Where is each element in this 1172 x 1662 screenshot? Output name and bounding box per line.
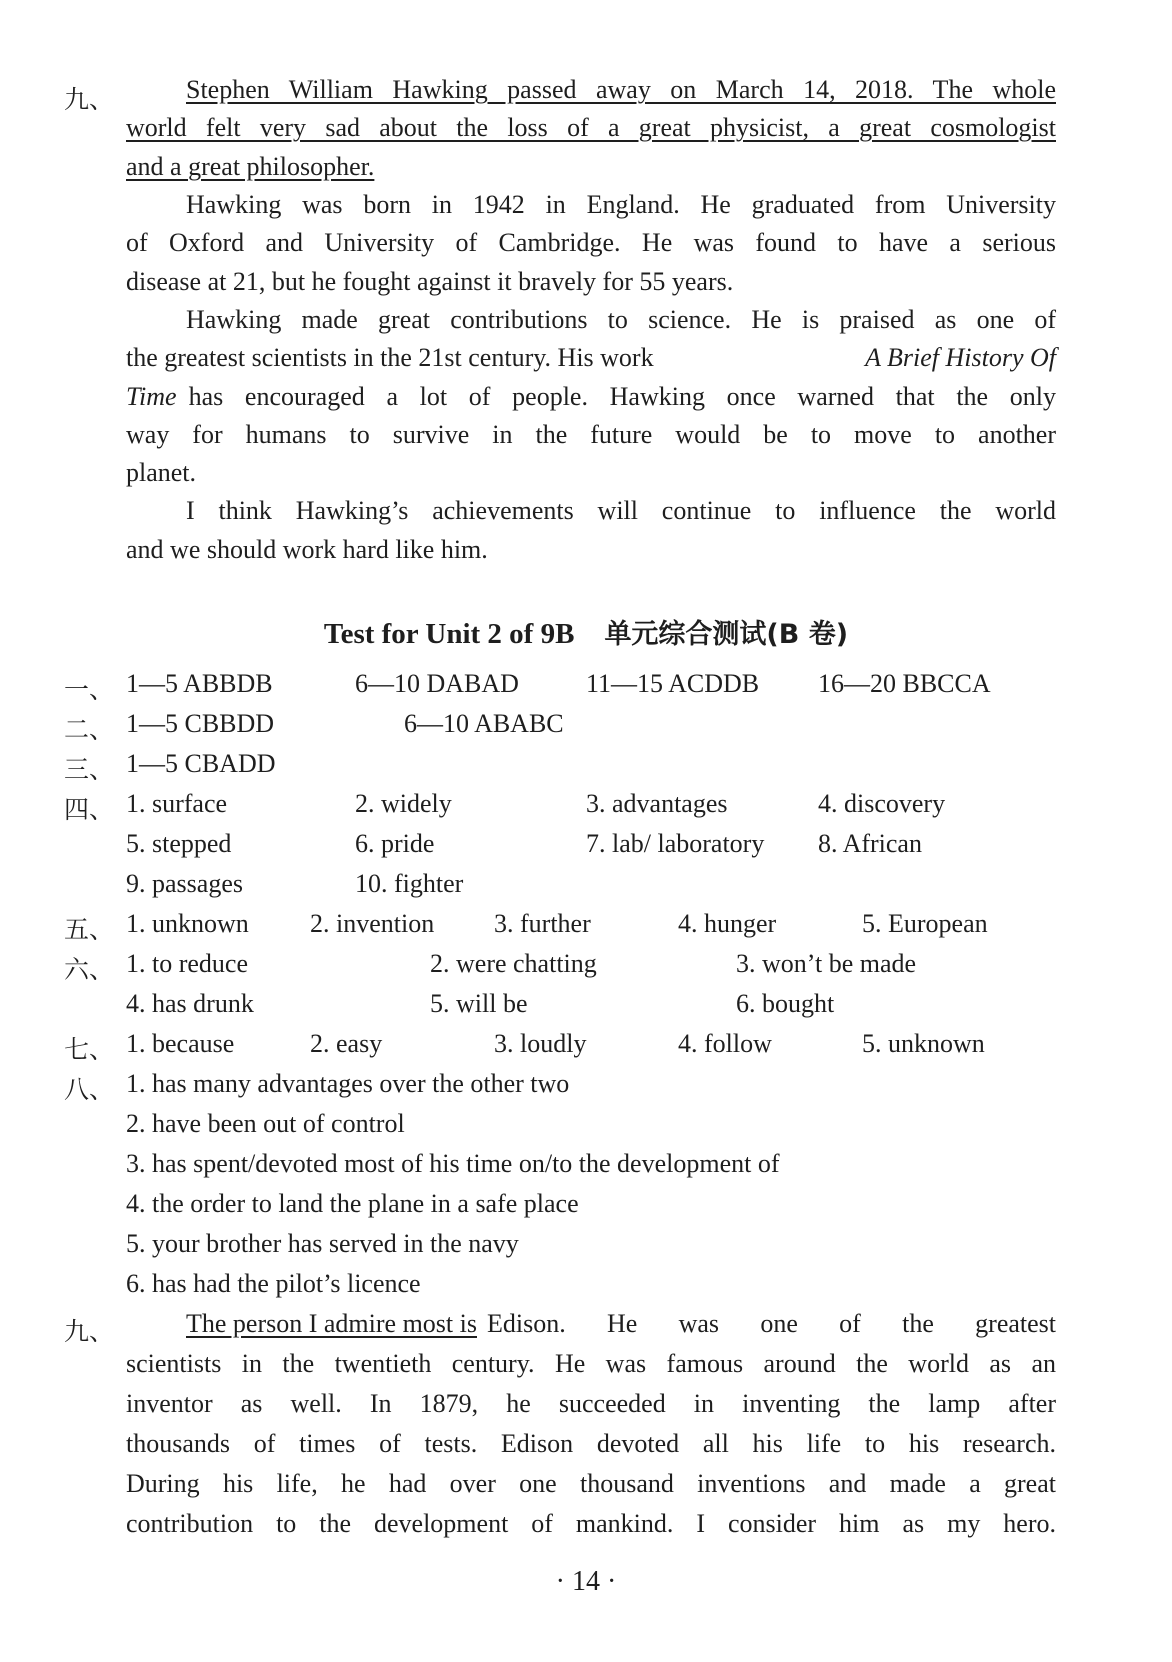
s6-item-6: 6. bought xyxy=(736,989,835,1018)
s3-item-1: 1—5 CBADD xyxy=(126,749,276,778)
essay1-line-13: and we should work hard like him. xyxy=(126,535,488,564)
section-5-marker: 五、 xyxy=(64,915,115,944)
section-2-marker: 二、 xyxy=(64,715,115,744)
book-title-part2: Time xyxy=(126,382,177,411)
essay1-line-3: and a great philosopher. xyxy=(126,152,375,181)
s8-item-3: 3. has spent/devoted most of his time on/to the development of xyxy=(126,1149,780,1178)
essay2-line-6: contribution to the development of mankind. I consider him as my hero. xyxy=(126,1509,1056,1538)
essay2-line-4: thousands of times of tests. Edison devoted all his life to his research. xyxy=(126,1429,1056,1458)
essay1-line-11: planet. xyxy=(126,458,197,487)
s4-item-5: 5. stepped xyxy=(126,829,232,858)
s6-item-3: 3. won’t be made xyxy=(736,949,917,978)
s8-item-5: 5. your brother has served in the navy xyxy=(126,1229,519,1258)
s6-item-4: 4. has drunk xyxy=(126,989,254,1018)
s2-item-1: 1—5 CBBDD xyxy=(126,709,275,738)
s4-item-10: 10. fighter xyxy=(355,869,464,898)
s6-item-1: 1. to reduce xyxy=(126,949,249,978)
s4-item-1: 1. surface xyxy=(126,789,228,818)
section-4-marker: 四、 xyxy=(64,795,115,824)
s8-item-2: 2. have been out of control xyxy=(126,1109,405,1138)
s4-item-2: 2. widely xyxy=(355,789,452,818)
essay2-line-1-underlined: The person I admire most is xyxy=(186,1309,477,1338)
s5-item-4: 4. hunger xyxy=(678,909,777,938)
s7-item-5: 5. unknown xyxy=(862,1029,985,1058)
s5-item-5: 5. European xyxy=(862,909,988,938)
s4-item-4: 4. discovery xyxy=(818,789,946,818)
s5-item-2: 2. invention xyxy=(310,909,435,938)
s7-item-2: 2. easy xyxy=(310,1029,383,1058)
s8-item-6: 6. has had the pilot’s licence xyxy=(126,1269,421,1298)
s4-item-6: 6. pride xyxy=(355,829,435,858)
essay1-line-12: I think Hawking’s achievements will continue to influence the world xyxy=(186,496,1056,525)
essay2-line-1 xyxy=(126,1304,1056,1344)
section-3-marker: 三、 xyxy=(64,755,115,784)
book-title-part1: A Brief History Of xyxy=(865,343,1056,372)
s8-item-4: 4. the order to land the plane in a safe place xyxy=(126,1189,579,1218)
s4-item-3: 3. advantages xyxy=(586,789,728,818)
s8-item-1: 1. has many advantages over the other two xyxy=(126,1069,570,1098)
essay1-line-7: Hawking made great contributions to science. He is praised as one of xyxy=(186,305,1056,334)
s5-item-1: 1. unknown xyxy=(126,909,249,938)
s2-item-2: 6—10 ABABC xyxy=(404,709,564,738)
essay1-line-9 xyxy=(126,377,1056,417)
essay1-line-1: Stephen William Hawking passed away on March 14, 2018. The whole xyxy=(186,75,1056,104)
test-title-en: Test for Unit 2 of 9B xyxy=(323,618,575,650)
section-1-marker: 一、 xyxy=(64,675,115,704)
essay2-line-1-text: Edison. He was one of the greatest xyxy=(487,1309,1056,1338)
essay1-line-8 xyxy=(126,338,1056,378)
s4-item-7: 7. lab/ laboratory xyxy=(586,829,765,858)
s6-item-2: 2. were chatting xyxy=(430,949,597,978)
section-8-marker: 八、 xyxy=(64,1075,115,1104)
essay1-line-2: world felt very sad about the loss of a great physicist, a great cosmologist xyxy=(126,113,1056,142)
s7-item-3: 3. loudly xyxy=(494,1029,587,1058)
essay2-marker: 九、 xyxy=(64,1317,115,1346)
s7-item-4: 4. follow xyxy=(678,1029,772,1058)
test-title-cn: 单元综合测试(B 卷) xyxy=(604,619,849,650)
essay2-line-2: scientists in the twentieth century. He was famous around the world as an xyxy=(126,1349,1056,1378)
page-number: · 14 · xyxy=(555,1566,617,1597)
s4-item-8: 8. African xyxy=(818,829,922,858)
essay1-line-8-text: the greatest scientists in the 21st century. His work xyxy=(126,343,654,372)
essay2-line-3: inventor as well. In 1879, he succeeded in inventing the lamp after xyxy=(126,1389,1056,1418)
essay1-line-4: Hawking was born in 1942 in England. He graduated from University xyxy=(186,190,1056,219)
section-7-marker: 七、 xyxy=(64,1035,115,1064)
s4-item-9: 9. passages xyxy=(126,869,243,898)
essay1-line-10: way for humans to survive in the future would be to move to another xyxy=(126,420,1056,449)
test-title xyxy=(0,612,1172,657)
s1-item-3: 11—15 ACDDB xyxy=(586,669,760,698)
s5-item-3: 3. further xyxy=(494,909,591,938)
essay1-line-6: disease at 21, but he fought against it bravely for 55 years. xyxy=(126,267,734,296)
s1-item-1: 1—5 ABBDB xyxy=(126,669,273,698)
s1-item-4: 16—20 BBCCA xyxy=(818,669,991,698)
essay1-line-9-text: has encouraged a lot of people. Hawking once warned that the only xyxy=(188,382,1056,411)
s7-item-1: 1. because xyxy=(126,1029,235,1058)
essay1-marker: 九、 xyxy=(64,85,115,114)
essay1-line-5: of Oxford and University of Cambridge. He was found to have a serious xyxy=(126,228,1056,257)
s1-item-2: 6—10 DABAD xyxy=(355,669,519,698)
section-6-marker: 六、 xyxy=(64,955,115,984)
s6-item-5: 5. will be xyxy=(430,989,528,1018)
essay2-line-5: During his life, he had over one thousand inventions and made a great xyxy=(126,1469,1056,1498)
